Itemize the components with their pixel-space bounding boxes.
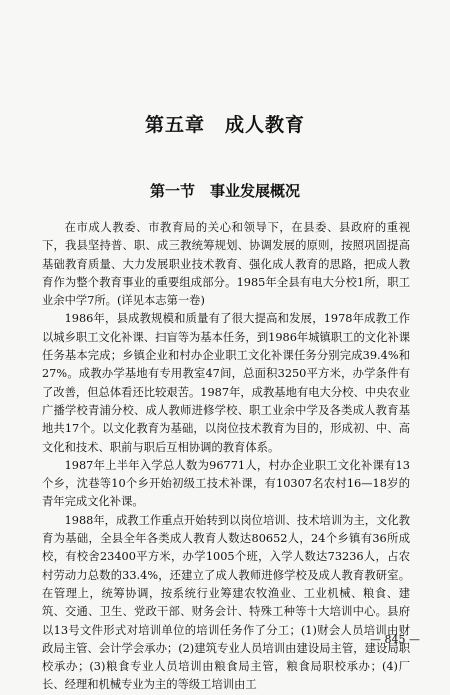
section-title: 第一节 事业发展概况	[149, 182, 300, 200]
paragraph: 1986年，县成教规模和质量有了很大提高和发展，1978年成教工作以城乡职工文化补课、扫盲等为基本任务，到1986年城镇职工的文化补课任务基本完成；乡镇企业和村办企业职工文化补课任务分别完成39.4%和27%。成教办学基地有专用教室47间，总面积3250平方米，办学条件有了改善，但总体看还比较艰苦。1987年，成教基地有电大分校、中央农业广播学校青浦分校、成人教师进修学校、职工业余中学及各类成人教育基地共17个。以文化教育为基础，以岗位技术教育为目的，形成初、中、高文化和技术、职前与职后互相协调的教育体系。	[42, 312, 410, 454]
paragraph: 1988年，成教工作重点开始转到以岗位培训、技术培训为主，文化教育为基础，全县全年各类成人教育人数达80652人，24个乡镇有36所成校，有校舍23400平方米，办学1005个班，入学人数达73236人，占农村劳动力总数的33.4%，还建立了成人教师进修学校及成人教育教研室。在管理上，统筹协调，按系统行业筹建农牧渔业、工业机械、粮食、建筑、交通、卫生、党政干部、财务会计、特殊工种等十大培训中心。县府以13号文件形式对培训单位的培训任务作了分工；(1)财会人员培训由财政局主管、会计学会承办；(2)建筑专业人员培训由建设局主管，建设局职校承办；(3)粮食专业人员培训由粮食局主管，粮食局职校承办；(4)厂长、经理和机械专业为主的等级工培训由工	[42, 513, 410, 692]
paragraph: 在市成人教委、市教育局的关心和领导下，在县委、县政府的重视下，我县坚持普、职、成三教统筹规划、协调发展的原则，按照巩固提高基础教育质量、大力发展职业技术教育、强化成人教育的思路，把成人教育作为整个教育事业的重要组成部分。1985年全县有电大分校1所，职工业余中学7所。(详见本志第一卷)	[42, 221, 410, 308]
paragraph: 1987年上半年入学总人数为96771人，村办企业职工文化补课有13个乡，沈巷等10个乡开始初级工技术补课，有10307名农村16—18岁的青年完成文化补课。	[42, 458, 410, 509]
page-number: — 845 —	[370, 633, 420, 646]
chapter-title: 第五章 成人教育	[144, 114, 305, 136]
body-text	[42, 219, 410, 695]
